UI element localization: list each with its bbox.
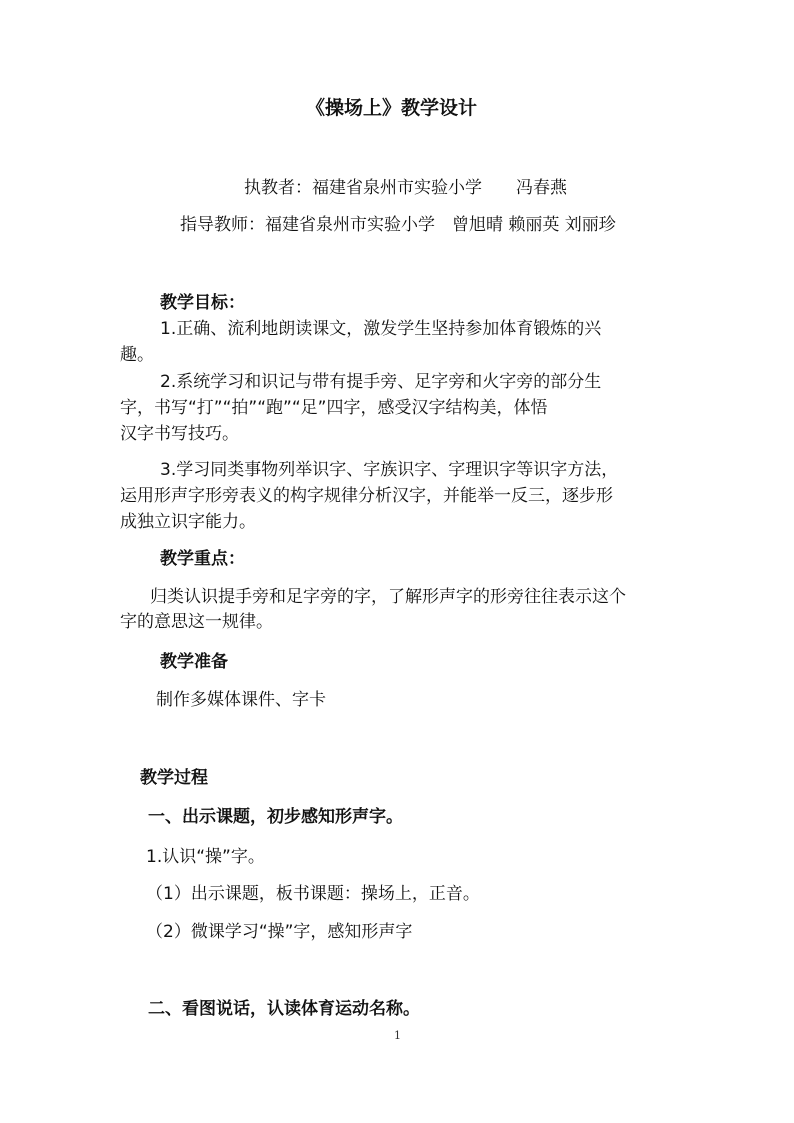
teacher-line: 执教者：福建省泉州市实验小学 冯春燕 [244, 178, 567, 198]
goal1-line1: 1.正确、流利地朗读课文，激发学生坚持参加体育锻炼的兴 [160, 319, 602, 339]
goal3-line3: 成独立识字能力。 [120, 512, 256, 532]
goals-heading: 教学目标： [160, 293, 245, 313]
document-title: 《操场上》教学设计 [306, 97, 478, 119]
process-heading: 教学过程 [140, 768, 208, 788]
page-number: 1 [394, 1029, 401, 1042]
goal2-line3: 汉字书写技巧。 [120, 424, 239, 444]
goal3-line1: 3.学习同类事物列举识字、字族识字、字理识字等识字方法， [160, 460, 619, 480]
step1a: （1）出示课题，板书课题：操场上，正音。 [146, 884, 480, 904]
goal2-line2: 字，书写“打”“拍”“跑”“足”四字，感受汉字结构美，体悟 [120, 398, 548, 418]
goal3-line2: 运用形声字形旁表义的构字规律分析汉字，并能举一反三，逐步形 [120, 486, 613, 506]
goal1-line2: 趣。 [120, 345, 154, 365]
section1-heading: 一、出示课题，初步感知形声字。 [148, 807, 403, 827]
advisor-line: 指导教师：福建省泉州市实验小学 曾旭晴 赖丽英 刘丽珍 [180, 215, 616, 235]
step1b: （2）微课学习“操”字，感知形声字 [146, 922, 413, 942]
key-line1: 归类认识提手旁和足字旁的字，了解形声字的形旁往往表示这个 [150, 587, 626, 607]
goal2-line1: 2.系统学习和识记与带有提手旁、足字旁和火字旁的部分生 [160, 372, 602, 392]
key-line2: 字的意思这一规律。 [120, 612, 273, 632]
section2-heading: 二、看图说话，认读体育运动名称。 [148, 999, 420, 1019]
prep-text: 制作多媒体课件、字卡 [156, 690, 326, 710]
key-heading: 教学重点： [160, 549, 245, 569]
prep-heading: 教学准备 [160, 652, 228, 672]
step1: 1.认识“操”字。 [146, 847, 265, 867]
